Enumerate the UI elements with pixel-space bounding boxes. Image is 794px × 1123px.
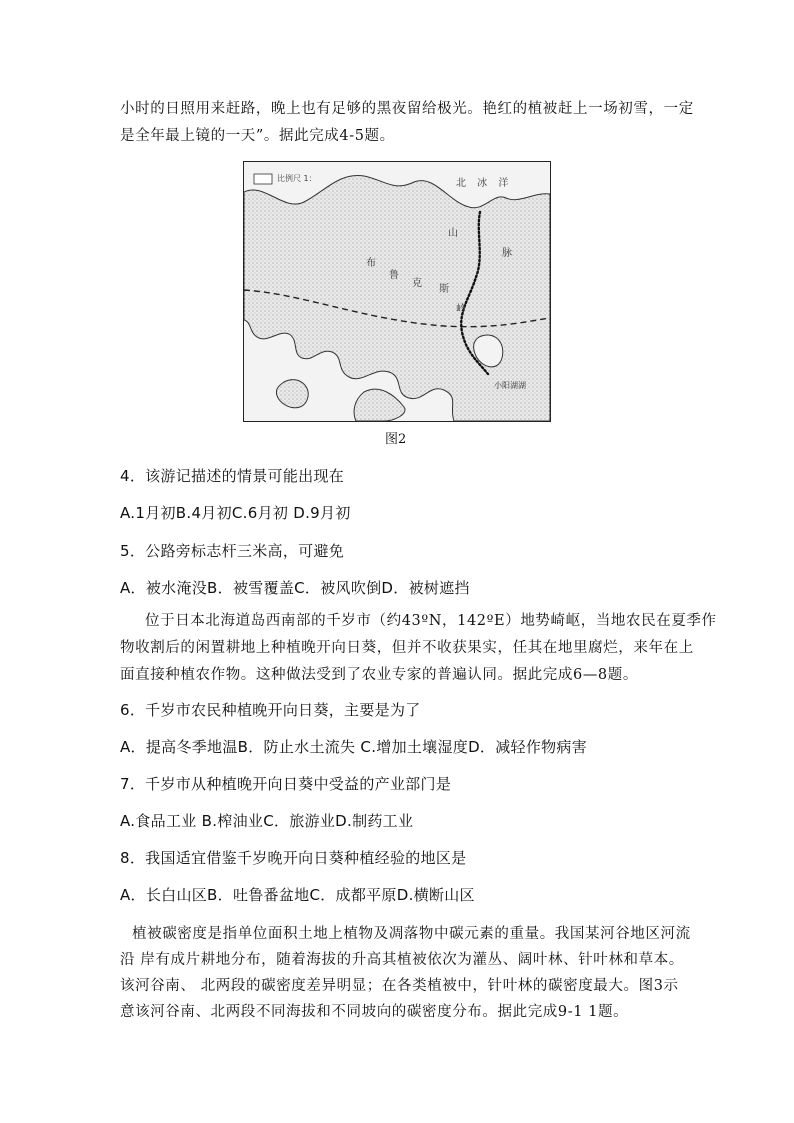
sea-label: 北 冰 洋	[456, 178, 513, 189]
question-6-stem: 6．千岁市农民种植晚开向日葵，主要是为了	[120, 701, 421, 719]
question-7-stem: 7．千岁市从种植晚开向日葵中受益的产业部门是	[120, 775, 452, 793]
region-label: 脉	[502, 248, 512, 259]
legend-box	[254, 174, 272, 184]
question-5-options: A．被水淹没B．被雪覆盖C．被风吹倒D．被树遮挡	[120, 579, 470, 597]
legend-text: 比例尺 1：	[277, 174, 317, 183]
passage-line: 该河谷南、 北两段的碳密度差异明显；在各类植被中，针叶林的碳密度最大。图3示	[120, 978, 679, 994]
map-figure	[243, 161, 551, 422]
region-label: 克	[412, 278, 422, 289]
passage-line: 位于日本北海道岛西南部的千岁市（约43ºN，142ºE）地势崎岖，当地农民在夏季作	[145, 613, 717, 629]
region-label: 布	[366, 258, 376, 269]
region-label: 山	[448, 228, 458, 239]
question-4-options: A.1月初B.4月初C.6月初 D.9月初	[120, 504, 351, 522]
passage-line: 意该河谷南、北两段不同海拔和不同坡向的碳密度分布。据此完成9-1 1题。	[120, 1004, 629, 1020]
region-label: 斯	[439, 284, 449, 295]
passage-line: 面直接种植农作物。这种做法受到了农业专家的普遍认同。据此完成6—8题。	[120, 667, 638, 683]
question-5-stem: 5．公路旁标志杆三米高，可避免	[120, 542, 345, 560]
paragraph-line: 小时的日照用来赶路，晚上也有足够的黑夜留给极光。艳红的植被赶上一场初雪，一定	[120, 101, 694, 117]
question-6-options: A．提高冬季地温B．防止水土流失 C.增加土壤湿度D．减轻作物病害	[120, 738, 588, 756]
figure-caption: 图2	[385, 432, 407, 447]
passage-line: 物收割后的闲置耕地上种植晚开向日葵，但并不收获果实，任其在地里腐烂，来年在上	[120, 640, 694, 656]
passage-line: 植被碳密度是指单位面积土地上植物及凋落物中碳元素的重量。我国某河谷地区河流	[132, 926, 691, 942]
region-label: 鲁	[389, 270, 399, 281]
region-label: 岭	[456, 304, 466, 315]
question-4-stem: 4．该游记描述的情景可能出现在	[120, 467, 345, 485]
question-7-options: A.食品工业 B.榨油业C．旅游业D.制药工业	[120, 812, 414, 830]
paragraph-line: 是全年最上镜的一天”。据此完成4-5题。	[120, 128, 395, 144]
question-8-stem: 8．我国适宜借鉴千岁晚开向日葵种植经验的地区是	[120, 849, 467, 867]
question-8-options: A．长白山区B．吐鲁番盆地C．成都平原D.横断山区	[120, 886, 475, 904]
corner-label: 小阳湖湖	[494, 381, 526, 390]
passage-line: 沿 岸有成片耕地分布，随着海拔的升高其植被依次为灌丛、阔叶林、针叶林和草本。	[120, 952, 684, 968]
